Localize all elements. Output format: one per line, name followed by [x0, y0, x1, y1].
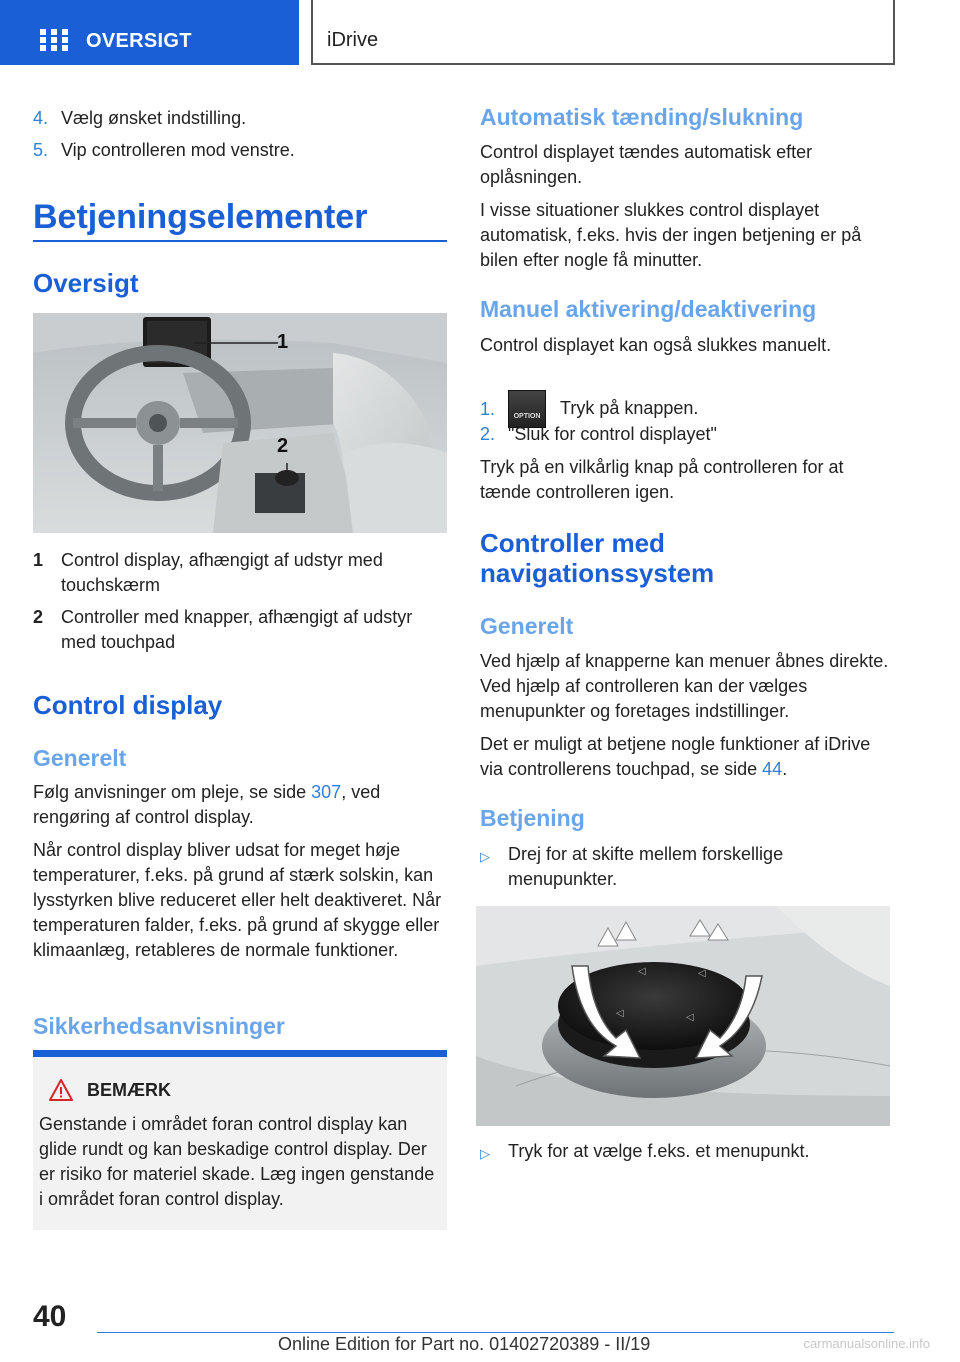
- auto-heading: Automatisk tænding/slukning: [480, 104, 804, 130]
- notice-box: [33, 1050, 447, 1230]
- callout-1: 1: [277, 331, 289, 353]
- general-paragraph-1: Ved hjælp af knapperne kan menuer åbnes direkte. Ved hjælp af controlleren kan der vælges menupunkter og foretages indstillinger.: [480, 651, 889, 721]
- page-link-307[interactable]: 307: [311, 782, 342, 802]
- watermark: carmanualsonline.info: [803, 1336, 930, 1351]
- controller-photo: [476, 906, 890, 1126]
- general-paragraph-1: Følg anvisninger om pleje, se side 307, ved rengøring af control display.: [33, 782, 381, 827]
- legend-number: 2: [33, 607, 44, 627]
- grid-icon: [40, 29, 68, 51]
- step-text: Vælg ønsket indstilling.: [61, 108, 247, 128]
- legend-text: Controller med knapper, afhængigt af udstyr med touchpad: [61, 607, 413, 652]
- step-number: 1.: [480, 399, 496, 419]
- svg-text:◁: ◁: [616, 1008, 624, 1019]
- footer-edition: Online Edition for Part no. 01402720389 - II/19: [278, 1334, 651, 1354]
- step-item: [33, 106, 447, 130]
- general-paragraph-2: Det er muligt at betjene nogle funktioner af iDrive via controllerens touchpad, se side 44.: [480, 734, 871, 779]
- general-paragraph-2: Når control display bliver udsat for meget høje temperaturer, f.eks. på grund af stærk solskin, kan lysstyrken blive reduceret eller helt deaktiveret. Når temperaturen falder, f.eks. på grund af skygge eller klimaanlæg, retableres de normale funktioner.: [33, 840, 442, 960]
- svg-text:◁: ◁: [686, 1012, 694, 1023]
- nav-heading: Controller med navigationssystem: [480, 528, 715, 588]
- legend-number: 1: [33, 550, 44, 570]
- legend-item: [33, 548, 447, 598]
- header-tab[interactable]: [0, 0, 299, 65]
- overview-heading: Oversigt: [33, 268, 139, 298]
- manual-paragraph-1: Control displayet kan også slukkes manuelt.: [480, 335, 832, 355]
- interior-photo: [33, 313, 447, 533]
- manual-paragraph-2: Tryk på en vilkårlig knap på controlleren for at tænde controlleren igen.: [480, 457, 844, 502]
- general-heading: Generelt: [480, 613, 574, 639]
- step-number: 2.: [480, 424, 496, 444]
- warning-triangle-icon: [49, 1079, 73, 1101]
- legend-text: Control display, afhængigt af udstyr med touchskærm: [61, 550, 383, 595]
- operation-heading: Betjening: [480, 805, 585, 831]
- notice-body: Genstande i området foran control display kan glide rundt og kan beskadige control display. Der er risiko for materiel skade. Læg ingen genstande i området foran control display.: [39, 1114, 435, 1209]
- bullet-item: [480, 1139, 894, 1166]
- header-tab-label: OVERSIGT: [86, 30, 192, 52]
- callout-2: 2: [277, 435, 289, 457]
- step-text: Vip controlleren mod venstre.: [61, 140, 295, 160]
- control-display-heading: Control display: [33, 690, 223, 720]
- step-number: 5.: [33, 140, 49, 160]
- svg-text:◁: ◁: [638, 966, 646, 977]
- footer-rule: [97, 1332, 894, 1333]
- safety-heading: Sikkerhedsanvisninger: [33, 1013, 285, 1039]
- step-item: [33, 138, 447, 162]
- step-text: Tryk på knappen.: [560, 397, 699, 418]
- chapter-title: iDrive: [327, 29, 379, 51]
- interior-illustration: [33, 313, 447, 533]
- bullet-item: [480, 842, 894, 892]
- svg-text:◁: ◁: [698, 968, 706, 979]
- manual-step: [480, 422, 894, 446]
- manual-heading: Manuel aktivering/deaktivering: [480, 296, 817, 322]
- header-title-box: [311, 0, 895, 65]
- legend-item: [33, 605, 447, 655]
- auto-paragraph-1: Control displayet tændes automatisk efter oplåsningen.: [480, 142, 813, 187]
- step-number: 4.: [33, 108, 49, 128]
- auto-paragraph-2: I visse situationer slukkes control displayet automatisk, f.eks. hvis der ingen betjening er på bilen efter nogle få minutter.: [480, 200, 862, 270]
- section-rule: [33, 240, 447, 242]
- notice-header: [45, 1079, 171, 1101]
- step-text: "Sluk for control displayet": [508, 424, 717, 444]
- triangle-bullet-icon: ▷: [480, 849, 490, 864]
- page-number: 40: [33, 1300, 67, 1333]
- page-link-44[interactable]: 44: [762, 759, 783, 779]
- triangle-bullet-icon: ▷: [480, 1146, 490, 1161]
- bullet-text: Tryk for at vælge f.eks. et menupunkt.: [508, 1141, 810, 1161]
- general-heading: Generelt: [33, 745, 127, 771]
- option-button-icon[interactable]: OPTION: [508, 390, 546, 428]
- section-title: Betjeningselementer: [33, 198, 368, 236]
- controller-illustration: [476, 906, 890, 1126]
- bullet-text: Drej for at skifte mellem forskellige menupunkter.: [508, 844, 784, 889]
- notice-title: BEMÆRK: [87, 1079, 171, 1100]
